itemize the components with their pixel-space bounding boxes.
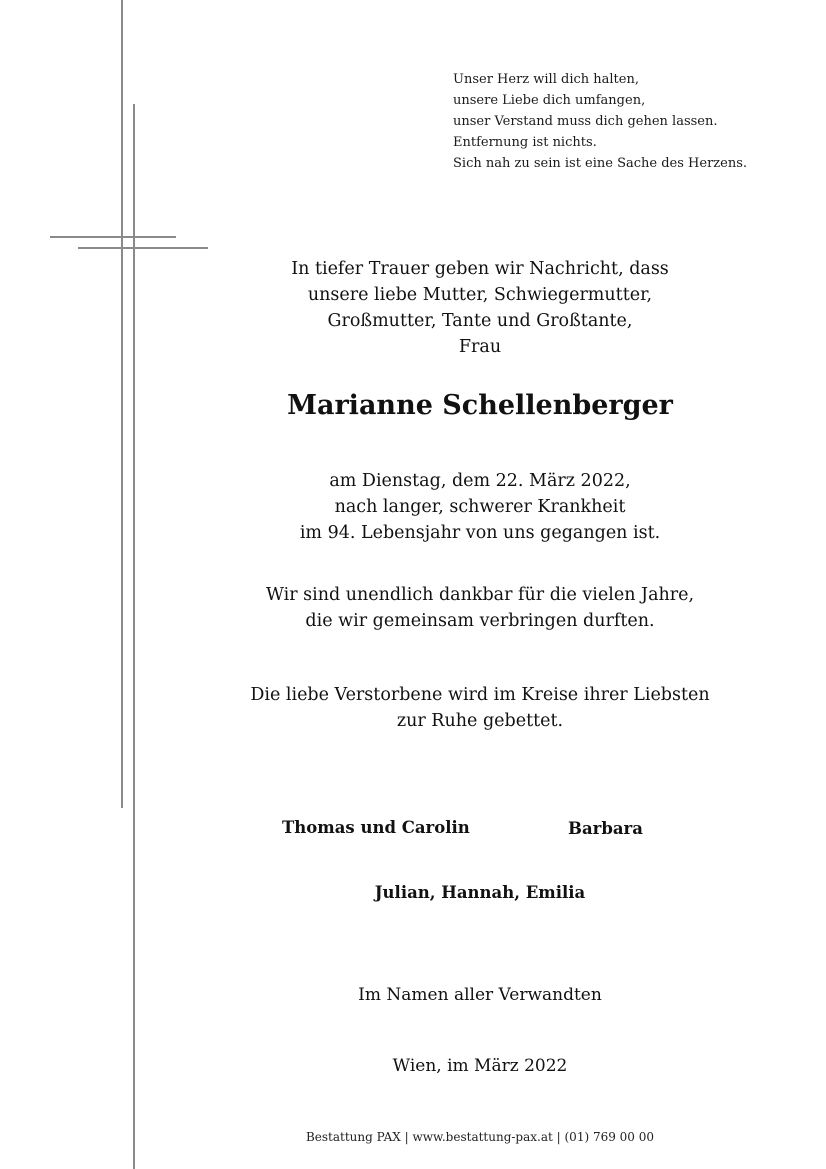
place-date: Wien, im März 2022 bbox=[392, 1056, 568, 1076]
burial-line: Die liebe Verstorbene wird im Kreise ihrer Liebsten bbox=[250, 685, 710, 705]
on-behalf-text: Im Namen aller Verwandten bbox=[358, 985, 602, 1005]
poem-line: unser Verstand muss dich gehen lassen. bbox=[453, 114, 718, 129]
mourner-left: Thomas und Carolin bbox=[282, 818, 470, 837]
cross-icon bbox=[0, 0, 240, 1169]
intro-line: unsere liebe Mutter, Schwiegermutter, bbox=[307, 285, 653, 305]
intro-line: In tiefer Trauer geben wir Nachricht, dass bbox=[291, 259, 669, 279]
intro-line: Frau bbox=[458, 337, 502, 357]
footer-text: Bestattung PAX | www.bestattung-pax.at | (01) 769 00 00 bbox=[305, 1130, 655, 1144]
death-line: am Dienstag, dem 22. März 2022, bbox=[329, 471, 631, 491]
burial-line: zur Ruhe gebettet. bbox=[396, 711, 564, 731]
thanks-line: die wir gemeinsam verbringen durften. bbox=[305, 611, 655, 631]
deceased-name: Marianne Schellenberger bbox=[287, 390, 673, 421]
mourner-grandchildren: Julian, Hannah, Emilia bbox=[374, 883, 586, 902]
poem-line: Unser Herz will dich halten, bbox=[453, 72, 639, 87]
thanks-text bbox=[240, 582, 720, 634]
poem-line: unsere Liebe dich umfangen, bbox=[453, 93, 646, 108]
burial-text bbox=[240, 682, 720, 734]
poem bbox=[453, 69, 813, 174]
thanks-line: Wir sind unendlich dankbar für die vielen Jahre, bbox=[265, 585, 695, 605]
intro-line: Großmutter, Tante und Großtante, bbox=[327, 311, 633, 331]
poem-line: Sich nah zu sein ist eine Sache des Herzens. bbox=[453, 156, 748, 171]
death-notice bbox=[240, 468, 720, 546]
mourner-right: Barbara bbox=[568, 819, 643, 838]
death-line: im 94. Lebensjahr von uns gegangen ist. bbox=[299, 523, 661, 543]
announcement-intro bbox=[240, 256, 720, 360]
death-line: nach langer, schwerer Krankheit bbox=[334, 497, 626, 517]
poem-line: Entfernung ist nichts. bbox=[453, 135, 597, 150]
